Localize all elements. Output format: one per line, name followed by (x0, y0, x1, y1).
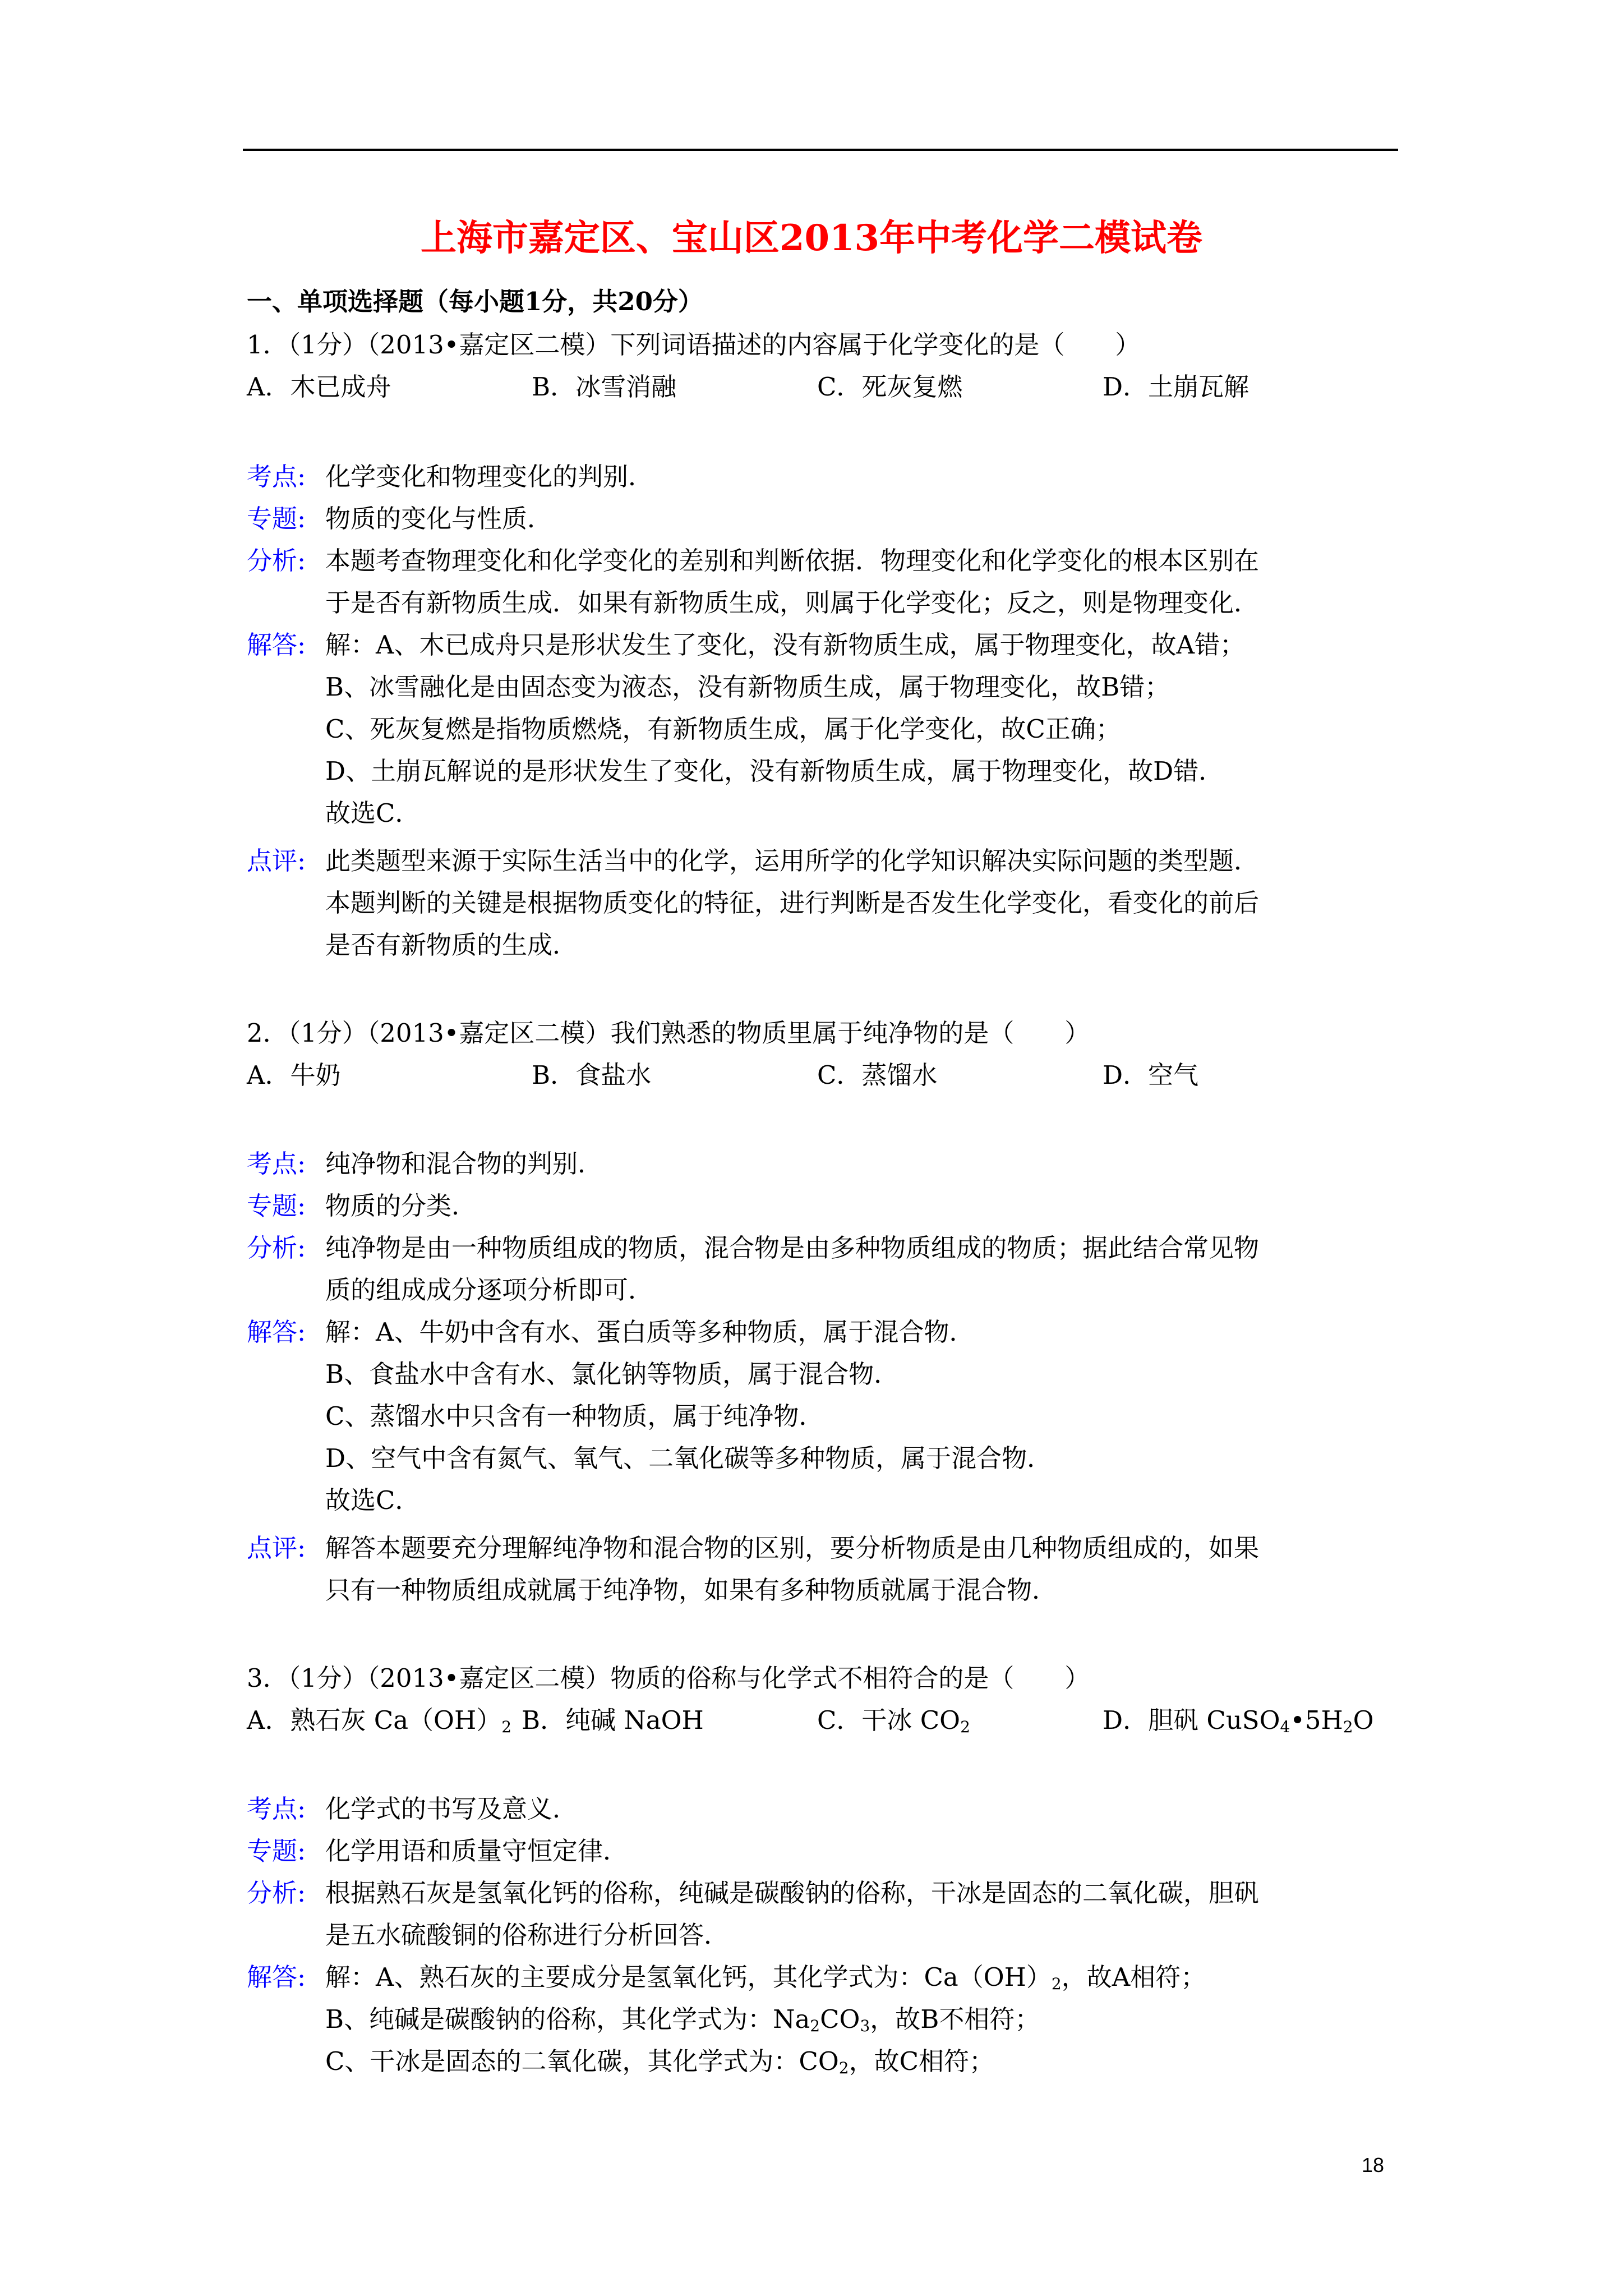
q2-jieda-label: 解答: (247, 1317, 306, 1347)
q3-zhuanti-label: 专题: (247, 1836, 306, 1866)
q3-zhuanti: 化学用语和质量守恒定律． (325, 1836, 629, 1866)
q1-zhuanti-label: 专题: (247, 504, 306, 533)
q2-option-c: C．蒸馏水 (817, 1060, 938, 1090)
q3-kaodian-label: 考点: (247, 1794, 306, 1824)
q2-option-b: B．食盐水 (532, 1060, 652, 1090)
q3-fenxi-line: 根据熟石灰是氢氧化钙的俗称，纯碱是碳酸钠的俗称，干冰是固态的二氧化碳，胆矾 (325, 1878, 1260, 1908)
q2-kaodian: 纯净物和混合物的判别． (325, 1149, 603, 1179)
q2-option-d: D．空气 (1103, 1060, 1199, 1090)
q2-jieda-line: D、空气中含有氮气、氧气、二氧化碳等多种物质，属于混合物． (325, 1443, 1053, 1473)
q1-option-c: C．死灰复燃 (817, 372, 963, 402)
q3-option-a: A．熟石灰 $Ca(OH)_2$ (247, 1705, 512, 1736)
q2-jieda-line: 解：A、牛奶中含有水、蛋白质等多种物质，属于混合物． (325, 1317, 975, 1347)
q1-fenxi-label: 分析: (247, 546, 306, 576)
q1-fenxi-line: 于是否有新物质生成．如果有新物质生成，则属于化学变化；反之，则是物理变化． (325, 588, 1260, 618)
q1-kaodian: 化学变化和物理变化的判别． (325, 462, 654, 491)
q3-option-d: D．胆矾 $CuSO_4•5H_2O$ (1103, 1705, 1374, 1736)
q1-option-d: D．土崩瓦解 (1103, 372, 1249, 402)
q1-dianping-line: 本题判断的关键是根据物质变化的特征，进行判断是否发生化学变化，看变化的前后 (325, 888, 1260, 918)
q2-dianping-line: 只有一种物质组成就属于纯净物，如果有多种物质就属于混合物． (325, 1575, 1058, 1605)
q3-jieda-line: 解：A、熟石灰的主要成分是氢氧化钙，其化学式为：$Ca(OH)_2$，故A相符； (325, 1962, 1206, 1993)
q2-stem: 2．（1分）（2013•嘉定区二模）我们熟悉的物质里属于纯净物的是（ ） (247, 1018, 1090, 1048)
document-title: 上海市嘉定区、宝山区2013年中考化学二模试卷 (420, 217, 1203, 259)
q3-fenxi-label: 分析: (247, 1878, 306, 1908)
q1-dianping-line: 是否有新物质的生成． (325, 930, 578, 960)
q2-jieda-line: B、食盐水中含有水、氯化钠等物质，属于混合物． (325, 1359, 900, 1389)
q3-fenxi-line: 是五水硫酸铜的俗称进行分析回答． (325, 1920, 730, 1950)
q2-fenxi-label: 分析: (247, 1233, 306, 1263)
q1-jieda-line: 故选C． (325, 798, 421, 828)
q1-option-b: B．冰雪消融 (532, 372, 677, 402)
q2-fenxi-line: 质的组成成分逐项分析即可． (325, 1275, 654, 1305)
q2-dianping-label: 点评: (247, 1533, 306, 1563)
q1-zhuanti: 物质的变化与性质． (325, 504, 553, 533)
q1-fenxi-line: 本题考查物理变化和化学变化的差别和判断依据．物理变化和化学变化的根本区别在 (325, 546, 1260, 576)
q2-kaodian-label: 考点: (247, 1149, 306, 1179)
page-number: 18 (1362, 2154, 1385, 2177)
q1-stem: 1．（1分）（2013•嘉定区二模）下列词语描述的内容属于化学变化的是（ ） (247, 330, 1141, 360)
q3-option-b: B．纯碱 NaOH (522, 1705, 704, 1735)
q1-jieda-line: B、冰雪融化是由固态变为液态，没有新物质生成，属于物理变化，故B错； (325, 672, 1170, 702)
q3-stem: 3．（1分）（2013•嘉定区二模）物质的俗称与化学式不相符合的是（ ） (247, 1663, 1090, 1693)
q3-jieda-line: C、干冰是固态的二氧化碳，其化学式为：$CO_2$，故C相符； (325, 2046, 995, 2077)
q1-kaodian-label: 考点: (247, 462, 306, 491)
q3-option-c: C．干冰 $CO_2$ (817, 1705, 970, 1736)
q1-jieda-line: 解：A、木已成舟只是形状发生了变化，没有新物质生成，属于物理变化，故A错； (325, 630, 1245, 660)
q2-zhuanti: 物质的分类． (325, 1191, 477, 1221)
section-heading: 一、单项选择题（每小题1分，共20分） (247, 287, 703, 316)
q2-fenxi-line: 纯净物是由一种物质组成的物质，混合物是由多种物质组成的物质；据此结合常见物 (325, 1233, 1260, 1263)
q2-dianping-line: 解答本题要充分理解纯净物和混合物的区别，要分析物质是由几种物质组成的，如果 (325, 1533, 1260, 1563)
q3-jieda-line: B、纯碱是碳酸钠的俗称，其化学式为：$Na_2CO_3$，故B不相符； (325, 2004, 1040, 2035)
q1-dianping-label: 点评: (247, 846, 306, 876)
q1-dianping-line: 此类题型来源于实际生活当中的化学，运用所学的化学知识解决实际问题的类型题． (325, 846, 1260, 876)
q3-kaodian: 化学式的书写及意义． (325, 1794, 578, 1824)
header-rule (243, 149, 1398, 151)
q2-jieda-line: 故选C． (325, 1485, 421, 1515)
q2-zhuanti-label: 专题: (247, 1191, 306, 1221)
q1-jieda-label: 解答: (247, 630, 306, 660)
q1-jieda-line: D、土崩瓦解说的是形状发生了变化，没有新物质生成，属于物理变化，故D错． (325, 756, 1224, 786)
q2-option-a: A．牛奶 (247, 1060, 341, 1090)
q3-jieda-label: 解答: (247, 1962, 306, 1992)
q1-jieda-line: C、死灰复燃是指物质燃烧，有新物质生成，属于化学变化，故C正确； (325, 714, 1121, 744)
q1-option-a: A．木已成舟 (247, 372, 391, 402)
q2-jieda-line: C、蒸馏水中只含有一种物质，属于纯净物． (325, 1401, 824, 1431)
